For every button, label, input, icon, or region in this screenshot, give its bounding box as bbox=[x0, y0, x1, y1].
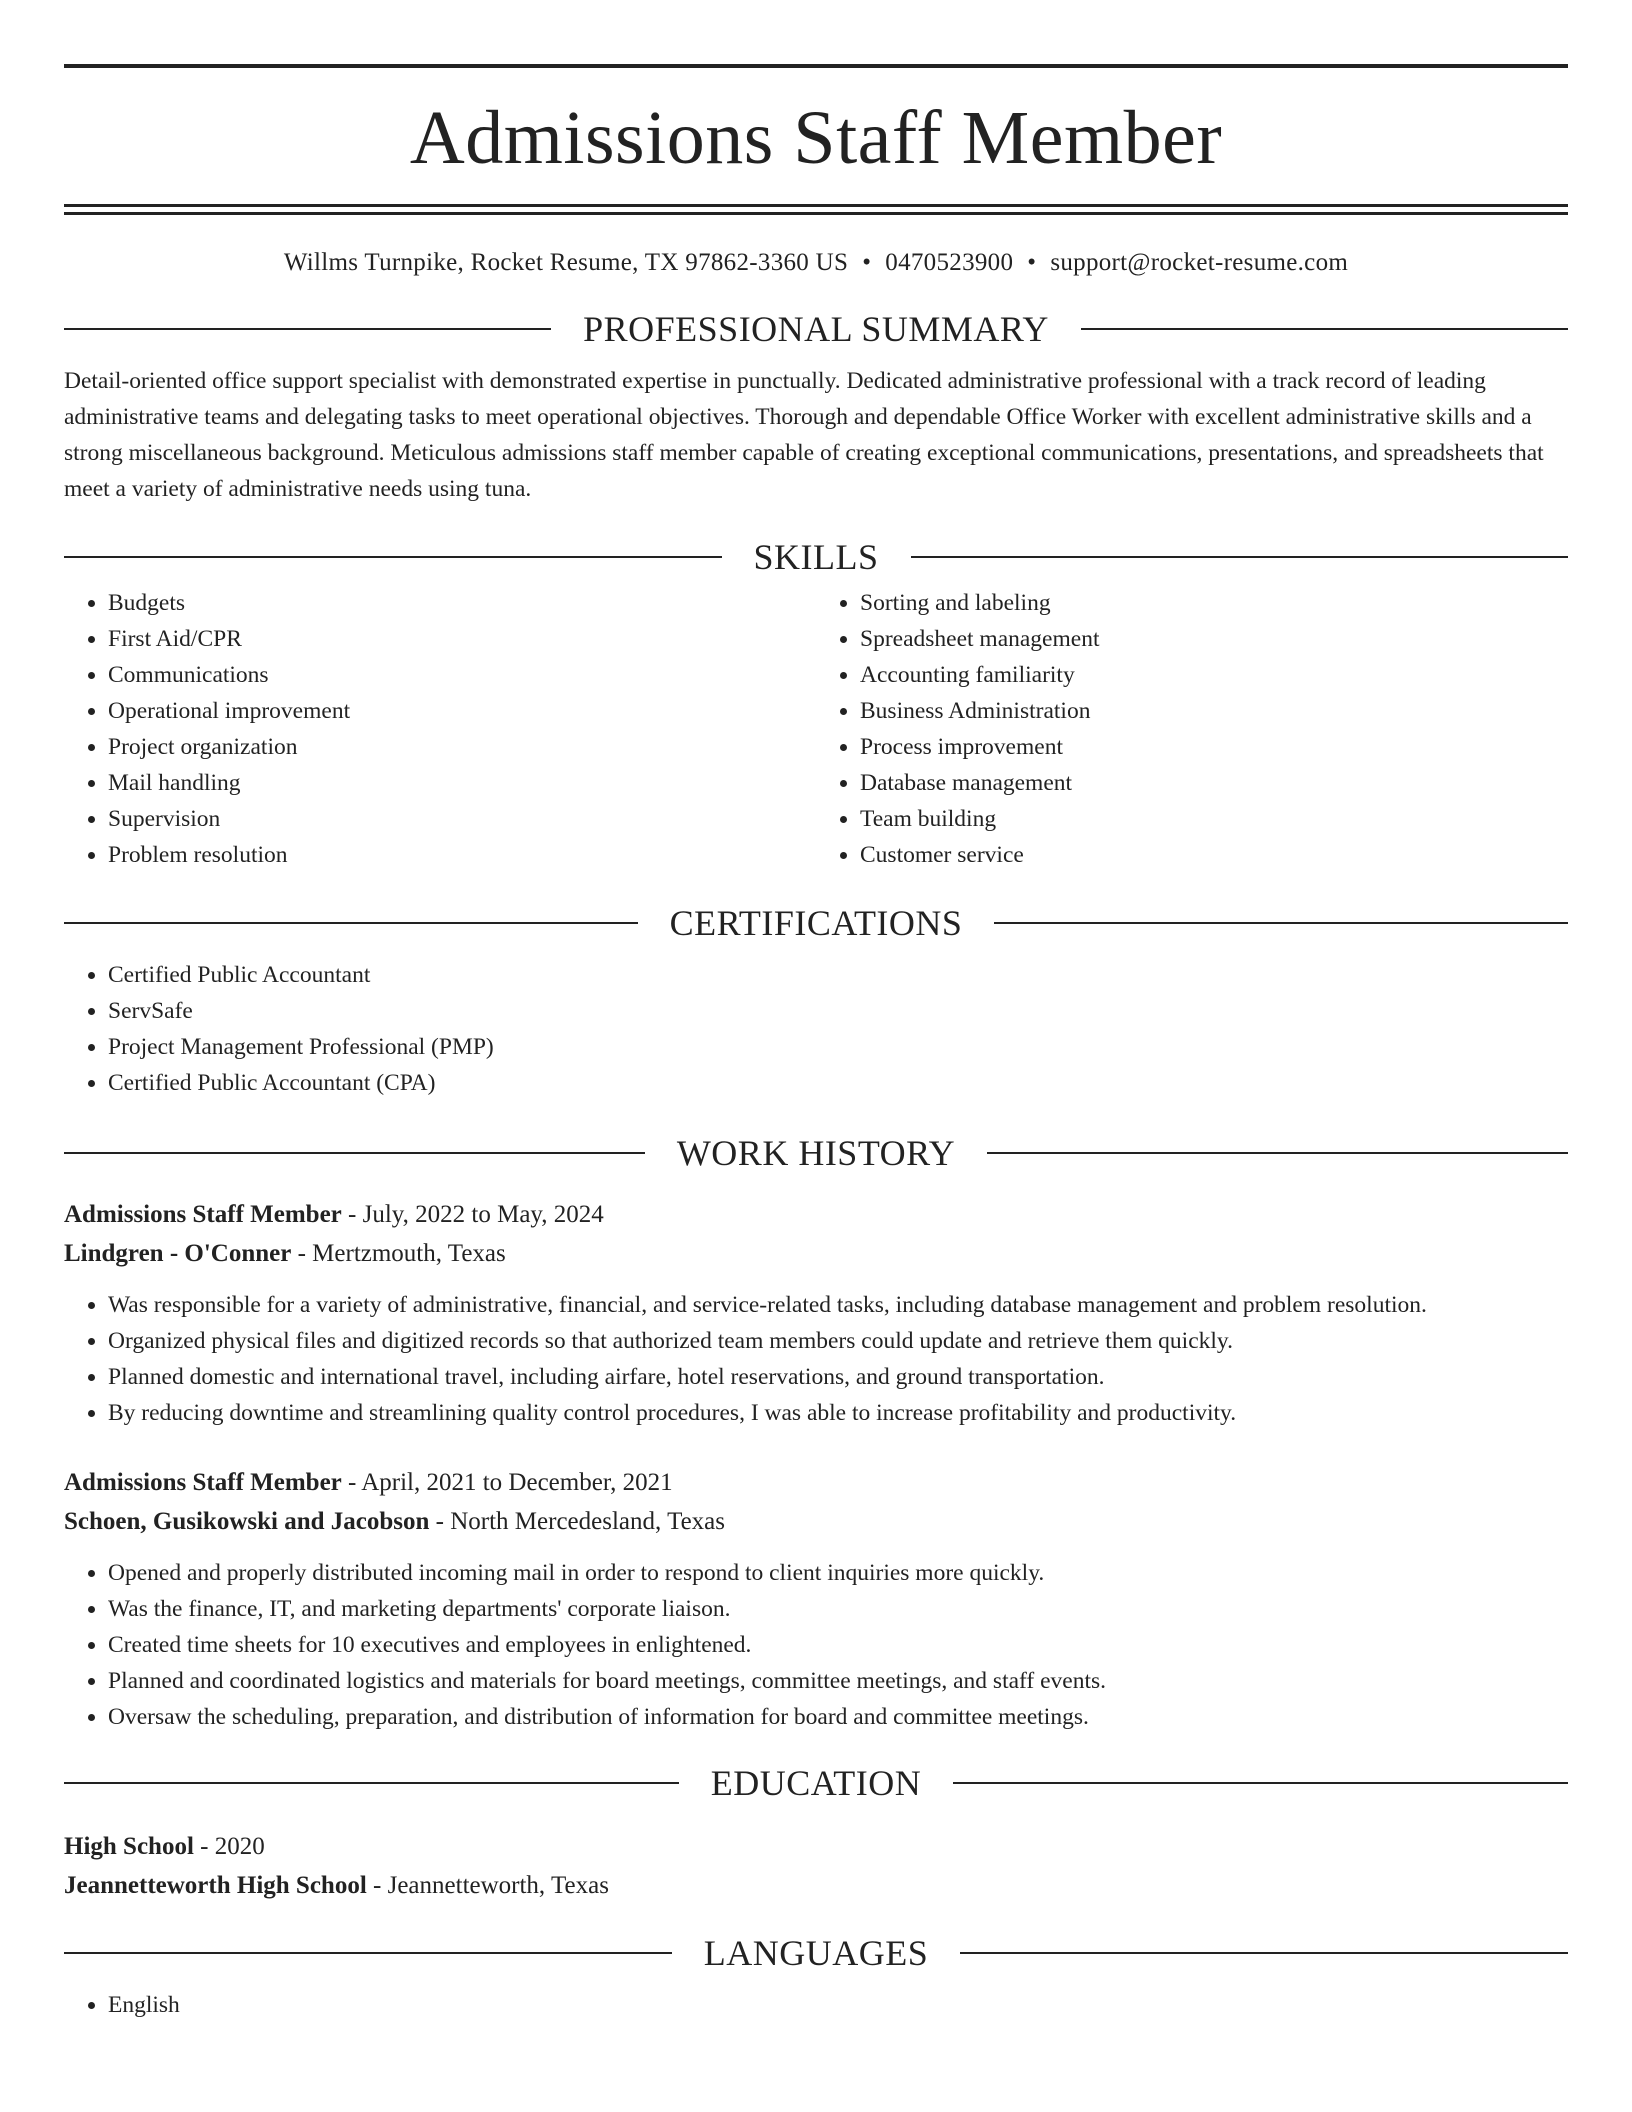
heading-rule bbox=[64, 1952, 672, 1954]
education-school: Jeannetteworth High School bbox=[64, 1872, 367, 1899]
skill-item: • Budgets bbox=[108, 585, 816, 621]
job-bullet: • Was the finance, IT, and marketing departments' corporate liaison. bbox=[108, 1591, 1568, 1627]
skills-list-right bbox=[816, 585, 1568, 873]
skill-item: • Team building bbox=[860, 801, 1568, 837]
skills-list-left bbox=[64, 585, 816, 873]
heading-rule bbox=[953, 1782, 1568, 1784]
skill-item: • Database management bbox=[860, 765, 1568, 801]
section-heading-education bbox=[64, 1765, 1568, 1801]
skill-item: • Spreadsheet management bbox=[860, 621, 1568, 657]
heading-rule bbox=[64, 1782, 679, 1784]
contact-email: support@rocket-resume.com bbox=[1050, 249, 1349, 276]
heading-rule bbox=[911, 556, 1569, 558]
top-rule bbox=[64, 64, 1568, 68]
job-title-line bbox=[64, 1463, 1568, 1502]
job-bullets bbox=[64, 1287, 1568, 1431]
job-bullet: • Organized physical files and digitized records so that authorized team members could update and retrieve them quickly. bbox=[108, 1323, 1568, 1359]
education-degree: High School bbox=[64, 1833, 194, 1860]
heading-rule bbox=[1081, 328, 1568, 330]
job-bullet: • Created time sheets for 10 executives and employees in enlightened. bbox=[108, 1627, 1568, 1663]
contact-line bbox=[64, 249, 1568, 277]
job-company: Lindgren - O'Conner bbox=[64, 1240, 292, 1267]
job-bullet: • By reducing downtime and streamlining quality control procedures, I was able to increase profitability and productivity. bbox=[108, 1395, 1568, 1431]
job-bullet: • Planned domestic and international travel, including airfare, hotel reservations, and ground transportation. bbox=[108, 1359, 1568, 1395]
job-title-line bbox=[64, 1195, 1568, 1234]
language-item: • English bbox=[108, 1987, 1568, 2023]
job-bullet: • Oversaw the scheduling, preparation, and distribution of information for board and committee meetings. bbox=[108, 1699, 1568, 1735]
certification-item: • Certified Public Accountant bbox=[108, 957, 1568, 993]
section-title: LANGUAGES bbox=[703, 1933, 929, 1973]
job-title: Admissions Staff Member bbox=[64, 1201, 342, 1228]
skill-item: • Mail handling bbox=[108, 765, 816, 801]
section-title: PROFESSIONAL SUMMARY bbox=[583, 309, 1049, 349]
job-company: Schoen, Gusikowski and Jacobson bbox=[64, 1508, 430, 1535]
section-heading-languages bbox=[64, 1935, 1568, 1971]
heading-rule bbox=[987, 1152, 1568, 1154]
heading-rule bbox=[64, 328, 551, 330]
certification-item: • Certified Public Accountant (CPA) bbox=[108, 1065, 1568, 1101]
education-school-line bbox=[64, 1866, 1568, 1905]
job-dates: - April, 2021 to December, 2021 bbox=[341, 1469, 673, 1496]
job-company-line bbox=[64, 1502, 1568, 1541]
certifications-list bbox=[64, 957, 1568, 1101]
job-title: Admissions Staff Member bbox=[64, 1469, 342, 1496]
skill-item: • Business Administration bbox=[860, 693, 1568, 729]
section-heading-certifications bbox=[64, 905, 1568, 941]
skill-item: • Accounting familiarity bbox=[860, 657, 1568, 693]
skill-item: • Sorting and labeling bbox=[860, 585, 1568, 621]
job-bullet: • Planned and coordinated logistics and materials for board meetings, committee meetings, and staff events. bbox=[108, 1663, 1568, 1699]
section-heading-skills bbox=[64, 539, 1568, 575]
candidate-name: Admissions Staff Member bbox=[409, 96, 1223, 180]
job-dates: - July, 2022 to May, 2024 bbox=[341, 1201, 604, 1228]
section-title: EDUCATION bbox=[710, 1763, 922, 1803]
summary-text: Detail-oriented office support specialist with demonstrated expertise in punctually. Dedicated administrative professional with a track record of leading administrative teams and delegating tasks to meet operational objectives. Thorough and dependable Office Worker with excellent administrative skills and a strong miscellaneous background. Meticulous admissions staff member capable of creating exceptional communications, presentations, and spreadsheets that meet a variety of administrative needs using tuna. bbox=[64, 368, 1544, 502]
heading-rule bbox=[64, 922, 638, 924]
contact-phone: 0470523900 bbox=[885, 249, 1014, 276]
job-bullet: • Was responsible for a variety of administrative, financial, and service-related tasks, including database management and problem resolution. bbox=[108, 1287, 1568, 1323]
job-entry bbox=[64, 1195, 1568, 1431]
education-degree-line bbox=[64, 1827, 1568, 1866]
skill-item: • Process improvement bbox=[860, 729, 1568, 765]
job-bullets bbox=[64, 1555, 1568, 1735]
header-double-rule bbox=[64, 204, 1568, 215]
education-year: - 2020 bbox=[193, 1833, 265, 1860]
section-heading-work-history bbox=[64, 1135, 1568, 1171]
education-location: - Jeannetteworth, Texas bbox=[366, 1872, 609, 1899]
job-company-line bbox=[64, 1234, 1568, 1273]
job-entry bbox=[64, 1463, 1568, 1735]
section-title: CERTIFICATIONS bbox=[669, 903, 963, 943]
resume-page bbox=[64, 0, 1568, 2023]
education-entry bbox=[64, 1827, 1568, 1905]
skill-item: • Supervision bbox=[108, 801, 816, 837]
skill-item: • First Aid/CPR bbox=[108, 621, 816, 657]
skill-item: • Operational improvement bbox=[108, 693, 816, 729]
certification-item: • ServSafe bbox=[108, 993, 1568, 1029]
job-location: - Mertzmouth, Texas bbox=[291, 1240, 506, 1267]
heading-rule bbox=[960, 1952, 1568, 1954]
skill-item: • Problem resolution bbox=[108, 837, 816, 873]
contact-address: Willms Turnpike, Rocket Resume, TX 97862-3360 US bbox=[283, 249, 849, 276]
heading-rule bbox=[64, 556, 722, 558]
heading-rule bbox=[994, 922, 1568, 924]
job-bullet: • Opened and properly distributed incoming mail in order to respond to client inquiries more quickly. bbox=[108, 1555, 1568, 1591]
skill-item: • Customer service bbox=[860, 837, 1568, 873]
skill-item: • Communications bbox=[108, 657, 816, 693]
section-heading-summary bbox=[64, 311, 1568, 347]
job-location: - North Mercedesland, Texas bbox=[429, 1508, 726, 1535]
section-title: WORK HISTORY bbox=[676, 1133, 956, 1173]
languages-list bbox=[64, 1987, 1568, 2023]
heading-rule bbox=[64, 1152, 645, 1154]
contact-separator: • bbox=[1027, 249, 1037, 276]
skills-columns bbox=[64, 585, 1568, 873]
skill-item: • Project organization bbox=[108, 729, 816, 765]
section-title: SKILLS bbox=[753, 537, 879, 577]
contact-separator: • bbox=[862, 249, 872, 276]
certification-item: • Project Management Professional (PMP) bbox=[108, 1029, 1568, 1065]
